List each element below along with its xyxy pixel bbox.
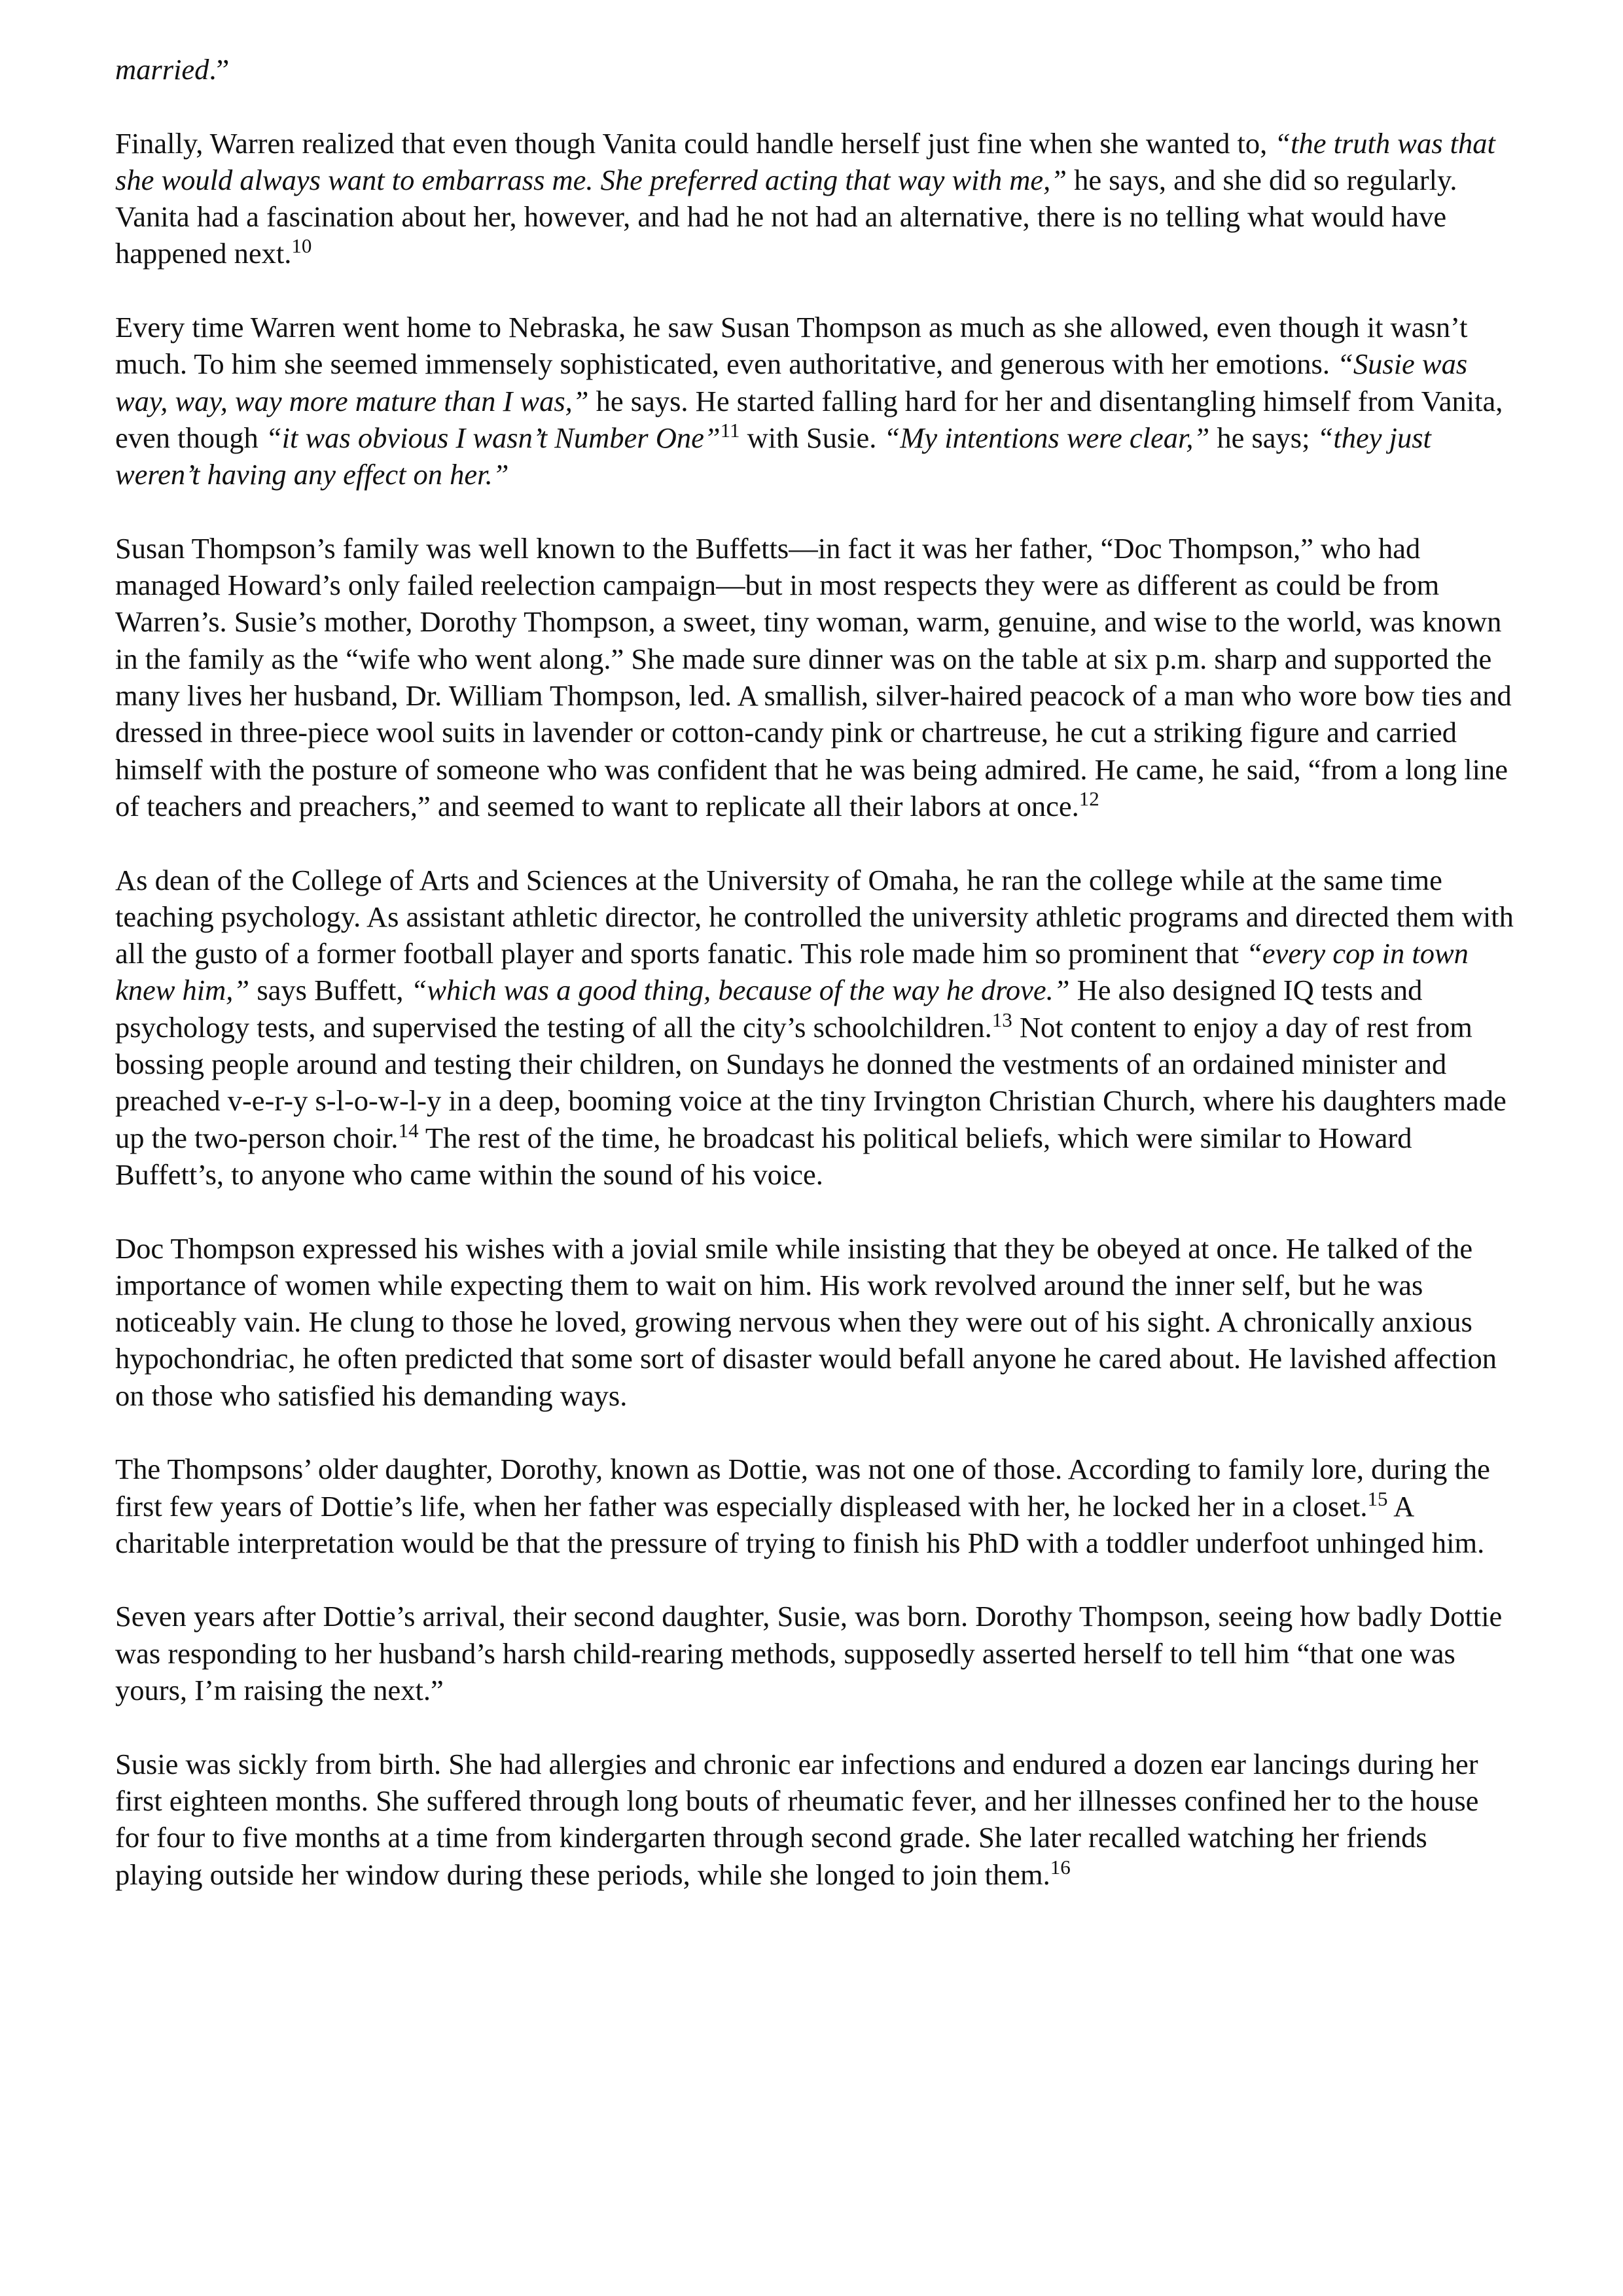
text: says Buffett, bbox=[249, 974, 411, 1007]
quote-italic: “Susie was way, way, way more mature than I was,” bbox=[115, 347, 1468, 417]
quote-italic: “which was a good thing, because of the way he drove.” bbox=[410, 974, 1070, 1007]
footnote-ref: 14 bbox=[398, 1118, 419, 1142]
paragraph bbox=[115, 1746, 1516, 1893]
footnote-ref: 15 bbox=[1367, 1487, 1388, 1510]
text: Every time Warren went home to Nebraska, he saw Susan Thompson as much as she allowed, even though it wasn’t much. To him she seemed immensely sophisticated, even authoritative, and generous with her emotions. bbox=[115, 311, 1468, 381]
paragraph bbox=[115, 862, 1516, 1193]
quote-italic: “My intentions were clear,” bbox=[883, 421, 1210, 454]
text: with Susie. bbox=[740, 421, 884, 454]
footnote-ref: 12 bbox=[1079, 787, 1099, 811]
paragraph bbox=[115, 125, 1516, 272]
text: he says, and she did so regularly. Vanita had a fascination about her, however, and had he not had an alternative, there is no telling what would have happened next. bbox=[115, 163, 1457, 270]
text: .” bbox=[209, 53, 230, 86]
text: The rest of the time, he broadcast his political beliefs, which were similar to Howard Buffett’s, to anyone who came within the sound of his voice. bbox=[115, 1121, 1412, 1191]
paragraph bbox=[115, 1598, 1516, 1708]
quote-italic: “the truth was that she would always want to embarrass me. She preferred acting that way with me,” bbox=[115, 126, 1495, 196]
paragraph bbox=[115, 51, 1516, 88]
paragraph bbox=[115, 1451, 1516, 1561]
text: Susie was sickly from birth. She had allergies and chronic ear infections and endured a dozen ear lancings during her first eighteen months. She suffered through long bouts of rheumatic fever, and her illnesses confined her to the house for four to five months at a time from kindergarten through second grade. She later recalled watching her friends playing outside her window during these periods, while she longed to join them. bbox=[115, 1747, 1479, 1891]
text: He also designed IQ tests and psychology tests, and supervised the testing of all the city’s schoolchildren. bbox=[115, 974, 1423, 1044]
document-page bbox=[115, 51, 1516, 1893]
text: Susan Thompson’s family was well known to the Buffetts—in fact it was her father, “Doc Thompson,” who had managed Howard’s only failed reelection campaign—but in most respects they were as different as could be from Warren’s. Susie’s mother, Dorothy Thompson, a sweet, tiny woman, warm, genuine, and wise to the world, was known in the family as the “wife who went along.” She made sure dinner was on the table at six p.m. sharp and supported the many lives her husband, Dr. William Thompson, led. A smallish, silver-haired peacock of a man who wore bow ties and dressed in three-piece wool suits in lavender or cotton-candy pink or chartreuse, he cut a striking figure and carried himself with the posture of someone who was confident that he was being admired. He came, he said, “from a long line of teachers and preachers,” and seemed to want to replicate all their labors at once. bbox=[115, 531, 1512, 822]
text: he says. He started falling hard for her and disentangling himself from Vanita, even though bbox=[115, 384, 1503, 454]
text: he says; bbox=[1209, 421, 1317, 454]
text: Doc Thompson expressed his wishes with a jovial smile while insisting that they be obeyed at once. He talked of the importance of women while expecting them to wait on him. His work revolved around the inner self, but he was noticeably vain. He clung to those he loved, growing nervous when they were out of his sight. A chronically anxious hypochondriac, he often predicted that some sort of disaster would befall anyone he cared about. He lavished affection on those who satisfied his demanding ways. bbox=[115, 1231, 1497, 1412]
quote-italic: “they just weren’t having any effect on her.” bbox=[115, 421, 1431, 491]
quote-italic: “every cop in town knew him,” bbox=[115, 937, 1469, 1007]
text: As dean of the College of Arts and Sciences at the University of Omaha, he ran the college while at the same time teaching psychology. As assistant athletic director, he controlled the university athletic programs and directed them with all the gusto of a former football player and sports fanatic. This role made him so prominent that bbox=[115, 863, 1514, 970]
quote-italic: “it was obvious I wasn’t Number One” bbox=[265, 421, 721, 454]
footnote-ref: 13 bbox=[991, 1008, 1012, 1031]
footnote-ref: 10 bbox=[291, 234, 312, 258]
text: Not content to enjoy a day of rest from bossing people around and testing their children, on Sundays he donned the vestments of an ordained minister and preached v-e-r-y s-l-o-w-l-y in a deep, booming voice at the tiny Irvington Christian Church, where his daughters made up the two-person choir. bbox=[115, 1010, 1507, 1154]
text: The Thompsons’ older daughter, Dorothy, known as Dottie, was not one of those. According to family lore, during the first few years of Dottie’s life, when her father was especially displeased with her, he locked her in a closet. bbox=[115, 1453, 1490, 1523]
text: Seven years after Dottie’s arrival, their second daughter, Susie, was born. Dorothy Thompson, seeing how badly Dottie was responding to her husband’s harsh child-rearing methods, supposedly asserted herself to tell him “that one was yours, I’m raising the next.” bbox=[115, 1600, 1503, 1707]
paragraph bbox=[115, 1230, 1516, 1414]
footnote-ref: 11 bbox=[720, 419, 740, 442]
text: A charitable interpretation would be that the pressure of trying to finish his PhD with a toddler underfoot unhinged him. bbox=[115, 1489, 1485, 1559]
text-italic: married bbox=[115, 53, 209, 86]
paragraph bbox=[115, 530, 1516, 824]
text: Finally, Warren realized that even though Vanita could handle herself just fine when she wanted to, bbox=[115, 126, 1275, 160]
footnote-ref: 16 bbox=[1050, 1855, 1071, 1879]
paragraph bbox=[115, 309, 1516, 493]
